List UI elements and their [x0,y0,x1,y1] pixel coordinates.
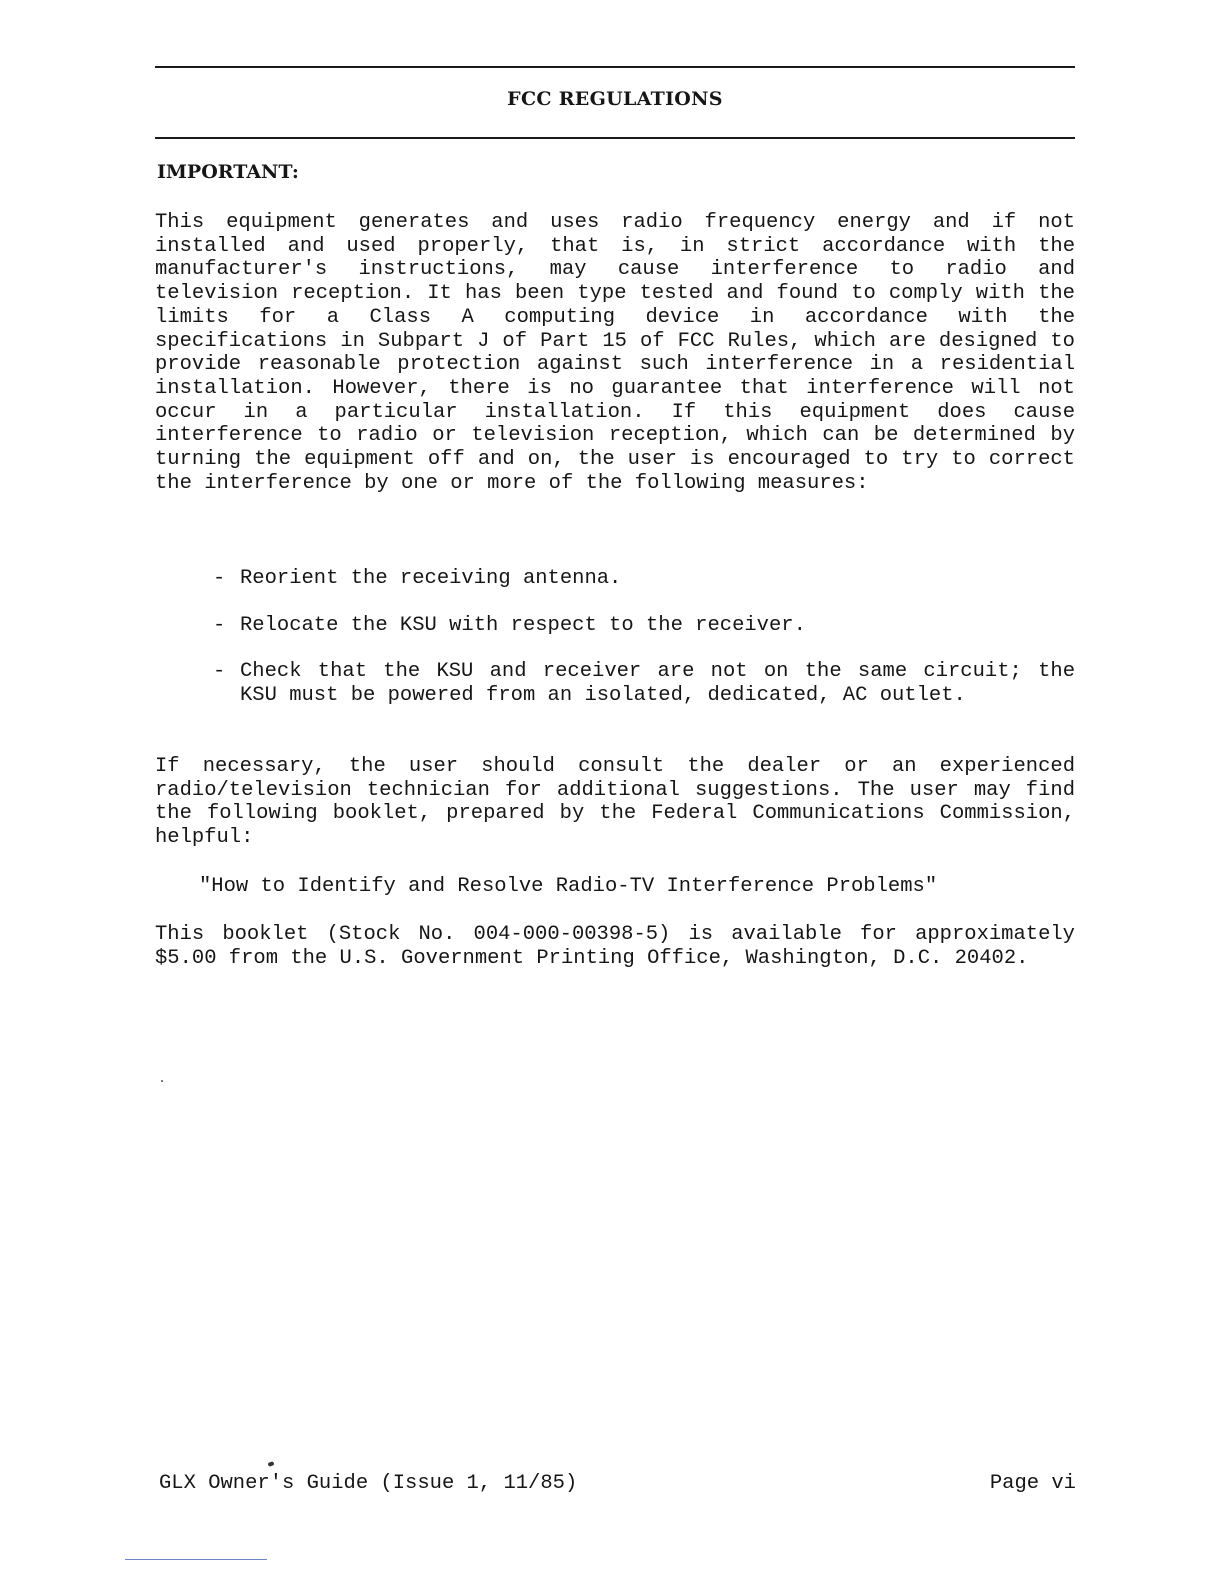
list-dash: - [213,567,226,590]
footer-page-number: Page vi [989,1472,1076,1495]
page-title: FCC REGULATIONS [507,88,723,110]
list-dash: - [213,613,226,637]
measure-text: Reorient the receiving antenna. [240,567,622,590]
booklet-availability-paragraph: This booklet (Stock No. 004-000-00398-5) is available for approximately $5.00 from the U.S. Government Printing Office, Washington, D.C. 20402. [155,923,1075,970]
booklet-title: "How to Identify and Resolve Radio-TV Interference Problems" [199,875,938,898]
header-bottom-rule [155,137,1075,139]
scan-artifact-line [125,1559,267,1560]
scan-mark [267,1461,274,1467]
header-top-rule [155,66,1075,68]
important-label: IMPORTANT: [157,161,299,183]
measures-list [213,567,1075,731]
list-item [213,660,1075,707]
list-dash: - [213,660,226,684]
measure-text: Relocate the KSU with respect to the receiver. [240,613,806,637]
interference-paragraph: This equipment generates and uses radio frequency energy and if not installed and used properly, that is, in strict accordance with the manufacturer's instructions, may cause interference to radio and television reception. It has been type tested and found to comply with the limits for a Class A computing device in accordance with the specifications in Subpart J of Part 15 of FCC Rules, which are designed to provide reasonable protection against such interference in a residential installation. However, there is no guarantee that interference will not occur in a particular installation. If this equipment does cause interference to radio or television reception, which can be determined by turning the equipment off and on, the user is encouraged to try to correct the interference by one or more of the following measures: [155,211,1075,495]
list-item [213,567,1075,591]
footer-guide-title: GLX Owner's Guide (Issue 1, 11/85) [159,1472,578,1495]
consult-paragraph: If necessary, the user should consult the dealer or an experienced radio/television technician for additional suggestions. The user may find the following booklet, prepared by the Federal Communications Commission, helpful: [155,755,1075,850]
scan-speck [161,1080,163,1082]
measure-text: Check that the KSU and receiver are not on the same circuit; the KSU must be powered from an isolated, dedicated, AC outlet. [240,660,1075,708]
list-item [213,614,1075,638]
